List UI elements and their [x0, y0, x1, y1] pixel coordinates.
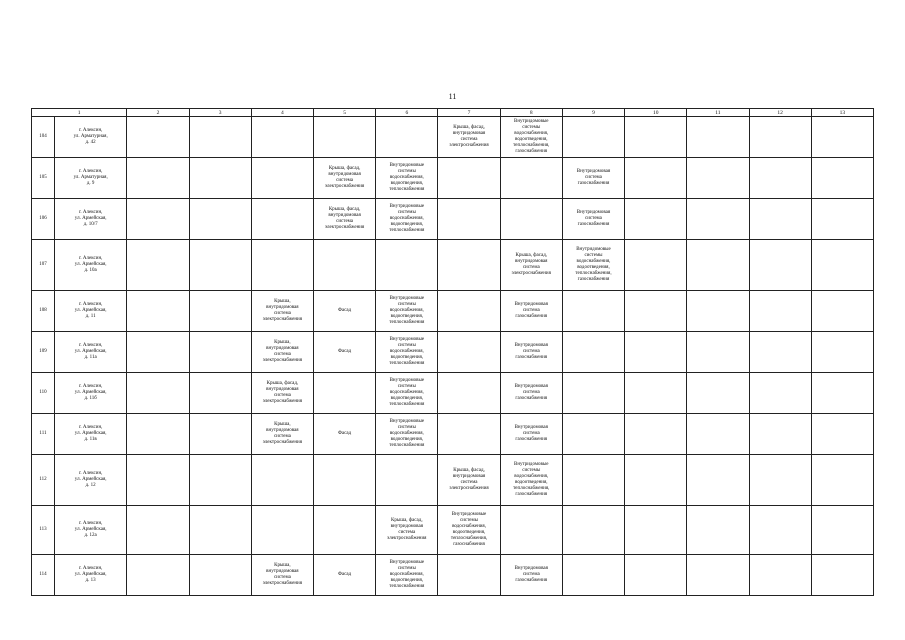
table-cell: Фасад: [313, 555, 375, 596]
table-row: [32, 555, 874, 596]
work-schedule-table: [31, 108, 874, 596]
table-cell: [313, 506, 375, 555]
table-cell: [313, 455, 375, 506]
column-header: 9: [562, 109, 624, 117]
row-address: г. Алексин, ул. Армейская, д. 13: [74, 566, 107, 583]
column-header: 5: [313, 109, 375, 117]
column-header: 13: [811, 109, 873, 117]
table-cell: [562, 506, 624, 555]
table-cell: Внутридомовая система газоснабжения: [500, 555, 562, 596]
row-id-cell: [32, 332, 127, 373]
row-address: г. Алексин, ул. Армейская, д. 10а: [74, 256, 107, 273]
table-cell: [189, 455, 251, 506]
table-row: [32, 117, 874, 158]
table-cell: Внутридомовая система газоснабжения: [562, 199, 624, 240]
row-id-cell: [32, 199, 127, 240]
table-cell: [313, 117, 375, 158]
column-header: 8: [500, 109, 562, 117]
table-cell: [438, 555, 500, 596]
table-cell: [811, 332, 873, 373]
table-cell: [562, 555, 624, 596]
table-cell: [625, 455, 687, 506]
table-cell: [749, 291, 811, 332]
table-cell: Внутридомовые системы водоснабжения, водоотведения, теплоснабжения, газоснабжения: [438, 506, 500, 555]
table-cell: [438, 414, 500, 455]
table-cell: [749, 240, 811, 291]
row-id-cell: [32, 240, 127, 291]
table-cell: [438, 158, 500, 199]
row-address: г. Алексин, ул. Армейская, д. 11: [74, 302, 107, 319]
table-cell: [749, 117, 811, 158]
row-id-cell: [32, 506, 127, 555]
table-cell: [189, 117, 251, 158]
table-cell: Крыша, фасад, внутридомовая система электроснабжения: [438, 455, 500, 506]
table-cell: [811, 240, 873, 291]
table-cell: [376, 240, 438, 291]
table-cell: Крыша, фасад, внутридомовая система электроснабжения: [313, 158, 375, 199]
table-cell: [687, 506, 749, 555]
row-number: 105: [32, 158, 55, 198]
row-id-cell: [32, 158, 127, 199]
table-cell: Крыша, фасад, внутридомовая система электроснабжения: [313, 199, 375, 240]
table-cell: [749, 199, 811, 240]
row-address: г. Алексин, ул. Армейская, д. 12: [74, 471, 107, 488]
table-cell: Крыша, внутридомовая система электроснабжения: [251, 291, 313, 332]
table-cell: [251, 199, 313, 240]
column-header: 6: [376, 109, 438, 117]
table-cell: [811, 199, 873, 240]
table-cell: Внутридомовые системы водоснабжения, водоотведения, теплоснабжения: [376, 414, 438, 455]
table-cell: Крыша, фасад, внутридомовая система электроснабжения: [438, 117, 500, 158]
row-address: г. Алексин, ул. Арматурная, д. 42: [73, 128, 108, 145]
table-cell: [376, 117, 438, 158]
table-cell: [562, 291, 624, 332]
table-row: [32, 199, 874, 240]
table-cell: [313, 240, 375, 291]
table-cell: [189, 199, 251, 240]
table-cell: [625, 199, 687, 240]
table-cell: [749, 332, 811, 373]
table-cell: Внутридомовая система газоснабжения: [562, 158, 624, 199]
column-header: 1: [32, 109, 127, 117]
table-cell: [189, 414, 251, 455]
table-cell: [127, 332, 189, 373]
table-row: [32, 414, 874, 455]
table-cell: [625, 373, 687, 414]
table-cell: [811, 373, 873, 414]
table-cell: [687, 240, 749, 291]
row-id-cell: [32, 373, 127, 414]
table-cell: [749, 373, 811, 414]
table-cell: [313, 373, 375, 414]
table-cell: [687, 555, 749, 596]
table-cell: [749, 506, 811, 555]
table-cell: [251, 240, 313, 291]
table-cell: [625, 332, 687, 373]
column-header: 11: [687, 109, 749, 117]
table-cell: Внутридомовая система газоснабжения: [500, 291, 562, 332]
table-cell: [127, 373, 189, 414]
table-cell: Внутридомовые системы водоснабжения, водоотведения, теплоснабжения: [376, 373, 438, 414]
table-cell: [438, 199, 500, 240]
table-cell: Фасад: [313, 332, 375, 373]
table-cell: [251, 455, 313, 506]
row-id-cell: [32, 555, 127, 596]
table-cell: [749, 455, 811, 506]
row-address: г. Алексин, ул. Армейская, д. 11а: [74, 343, 107, 360]
table-cell: [687, 117, 749, 158]
row-number: 106: [32, 199, 55, 239]
table-cell: [625, 555, 687, 596]
table-cell: Внутридомовые системы водоснабжения, водоотведения, теплоснабжения: [376, 555, 438, 596]
table-row: [32, 373, 874, 414]
column-header: 10: [625, 109, 687, 117]
table-cell: [811, 455, 873, 506]
table-cell: [562, 373, 624, 414]
table-cell: [625, 506, 687, 555]
table-cell: [376, 455, 438, 506]
table-cell: [189, 291, 251, 332]
table-cell: [811, 291, 873, 332]
table-cell: [127, 240, 189, 291]
table-cell: [127, 455, 189, 506]
table-cell: [438, 240, 500, 291]
table-cell: [749, 555, 811, 596]
row-number: 107: [32, 240, 55, 290]
table-cell: [127, 117, 189, 158]
table-cell: [251, 117, 313, 158]
table-cell: [189, 555, 251, 596]
row-address: г. Алексин, ул. Армейская, д. 12а: [74, 521, 107, 538]
table-cell: Крыша, фасад, внутридомовая система электроснабжения: [251, 373, 313, 414]
table-cell: [749, 158, 811, 199]
row-id-cell: [32, 117, 127, 158]
row-address: г. Алексин, ул. Армейская, д. 10/7: [74, 210, 107, 227]
row-number: 108: [32, 291, 55, 331]
table-cell: Внутридомовые системы водоснабжения, водоотведения, теплоснабжения: [376, 158, 438, 199]
table-cell: [687, 414, 749, 455]
row-address: г. Алексин, ул. Армейская, д. 11в: [74, 425, 107, 442]
table-cell: [687, 332, 749, 373]
table-cell: Внутридомовая система газоснабжения: [500, 373, 562, 414]
table-cell: [811, 506, 873, 555]
row-number: 111: [32, 414, 55, 454]
table-cell: [811, 158, 873, 199]
row-id-cell: [32, 414, 127, 455]
table-cell: Крыша, внутридомовая система электроснабжения: [251, 332, 313, 373]
column-header: 12: [749, 109, 811, 117]
table-cell: Внутридомовые системы водоснабжения, водоотведения, теплоснабжения, газоснабжения: [500, 117, 562, 158]
table-cell: Крыша, внутридомовая система электроснабжения: [251, 414, 313, 455]
table-cell: [562, 414, 624, 455]
table-cell: [500, 199, 562, 240]
table-cell: [189, 506, 251, 555]
table-cell: [687, 373, 749, 414]
column-header: 4: [251, 109, 313, 117]
table-cell: Внутридомовая система газоснабжения: [500, 414, 562, 455]
column-header: 7: [438, 109, 500, 117]
table-cell: [562, 332, 624, 373]
table-cell: Внутридомовая система газоснабжения: [500, 332, 562, 373]
table-row: [32, 291, 874, 332]
table-row: [32, 455, 874, 506]
table-cell: [687, 455, 749, 506]
table-cell: [625, 158, 687, 199]
table-cell: [687, 199, 749, 240]
row-number: 113: [32, 506, 55, 554]
table-cell: [562, 455, 624, 506]
table-cell: [251, 506, 313, 555]
table-cell: [749, 414, 811, 455]
table-cell: [438, 373, 500, 414]
row-number: 114: [32, 555, 55, 595]
table-cell: [811, 555, 873, 596]
table-cell: Внутридомовые системы водоснабжения, водоотведения, теплоснабжения: [376, 291, 438, 332]
table-cell: [500, 158, 562, 199]
table-cell: [625, 240, 687, 291]
table-cell: [438, 291, 500, 332]
table-cell: Фасад: [313, 414, 375, 455]
column-header: 2: [127, 109, 189, 117]
table-cell: [189, 240, 251, 291]
table-cell: Крыша, фасад, внутридомовая система электроснабжения: [376, 506, 438, 555]
table-cell: Крыша, внутридомовая система электроснабжения: [251, 555, 313, 596]
row-number: 104: [32, 117, 55, 157]
row-number: 112: [32, 455, 55, 505]
page-number: 11: [448, 92, 457, 101]
table-cell: [251, 158, 313, 199]
row-number: 109: [32, 332, 55, 372]
row-address: г. Алексин, ул. Арматурная, д. 9: [73, 169, 108, 186]
table-row: [32, 506, 874, 555]
table-cell: Внутридомовые системы водоснабжения, водоотведения, теплоснабжения: [376, 332, 438, 373]
table-cell: [625, 291, 687, 332]
row-address: г. Алексин, ул. Армейская, д. 11б: [74, 384, 107, 401]
table-cell: [127, 414, 189, 455]
table-cell: Внутридомовые системы водоснабжения, водоотведения, теплоснабжения, газоснабжения: [562, 240, 624, 291]
table-cell: [127, 199, 189, 240]
column-header: 3: [189, 109, 251, 117]
table-cell: [625, 414, 687, 455]
table-cell: [127, 555, 189, 596]
table-cell: Внутридомовые системы водоснабжения, водоотведения, теплоснабжения, газоснабжения: [500, 455, 562, 506]
table-row: [32, 240, 874, 291]
row-id-cell: [32, 291, 127, 332]
table-cell: [438, 332, 500, 373]
column-number-row: [32, 109, 874, 117]
table-cell: [500, 506, 562, 555]
table-cell: Крыша, фасад, внутридомовая система электроснабжения: [500, 240, 562, 291]
table-cell: [127, 291, 189, 332]
table-cell: [189, 332, 251, 373]
table-row: [32, 158, 874, 199]
table-cell: [687, 158, 749, 199]
table-cell: Фасад: [313, 291, 375, 332]
table-cell: [811, 117, 873, 158]
table-cell: [687, 291, 749, 332]
table-cell: [189, 373, 251, 414]
table-cell: [625, 117, 687, 158]
table-cell: [127, 158, 189, 199]
table-cell: [127, 506, 189, 555]
table-row: [32, 332, 874, 373]
row-number: 110: [32, 373, 55, 413]
row-id-cell: [32, 455, 127, 506]
table-cell: [189, 158, 251, 199]
table-cell: [811, 414, 873, 455]
table-cell: [562, 117, 624, 158]
table-cell: Внутридомовые системы водоснабжения, водоотведения, теплоснабжения: [376, 199, 438, 240]
